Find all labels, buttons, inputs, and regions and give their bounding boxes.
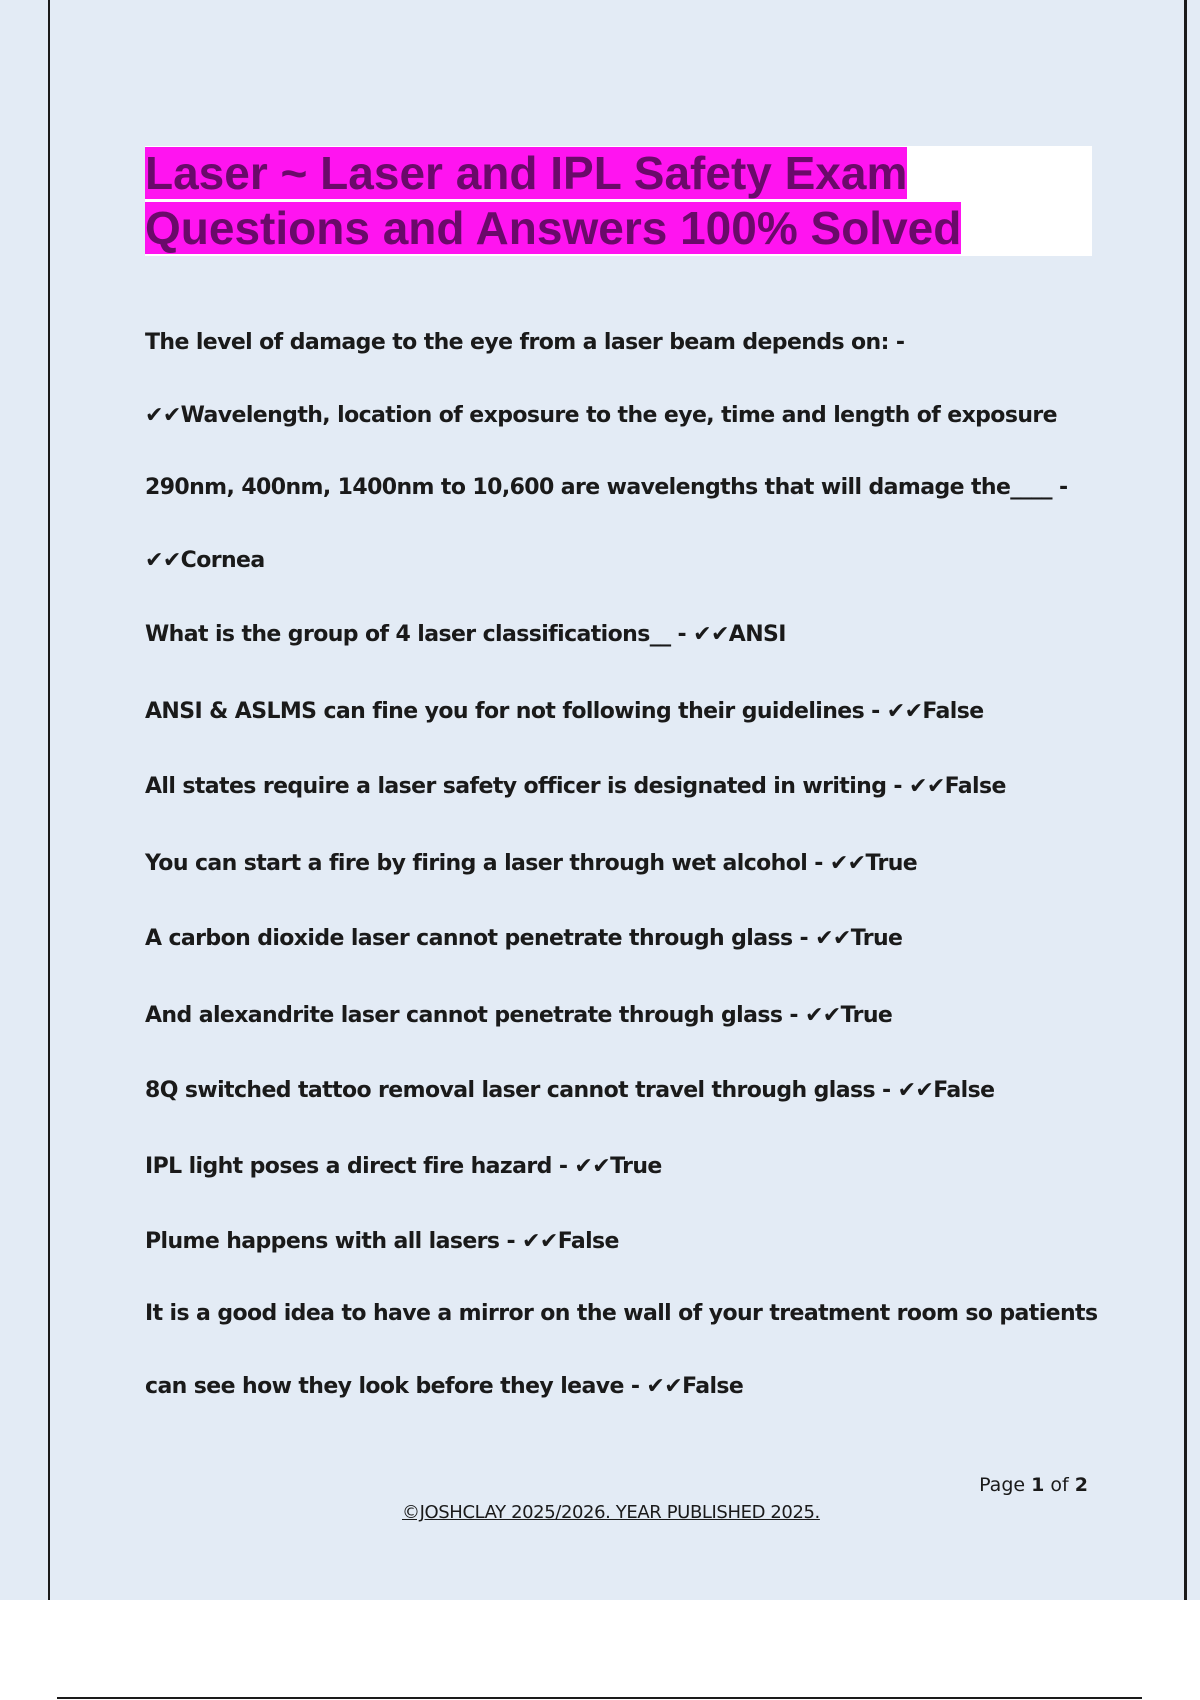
qa-line: And alexandrite laser cannot penetrate through glass - ✔✔True [145, 1003, 893, 1028]
page-current: 1 [1031, 1474, 1045, 1496]
page-label: Page [979, 1474, 1032, 1496]
qa-line: All states require a laser safety officer is designated in writing - ✔✔False [145, 774, 1006, 799]
page-of-label: of [1044, 1474, 1075, 1496]
page-left-border [48, 0, 50, 1600]
qa-line: Plume happens with all lasers - ✔✔False [145, 1229, 619, 1254]
qa-line: IPL light poses a direct fire hazard - ✔✔True [145, 1154, 662, 1179]
copyright-notice: ©JOSHCLAY 2025/2026. YEAR PUBLISHED 2025. [402, 1502, 820, 1523]
qa-line: It is a good idea to have a mirror on the wall of your treatment room so patients [145, 1301, 1098, 1326]
qa-line: ANSI & ASLMS can fine you for not following their guidelines - ✔✔False [145, 699, 984, 724]
qa-line: What is the group of 4 laser classifications__ - ✔✔ANSI [145, 622, 786, 647]
page-total: 2 [1074, 1474, 1088, 1496]
title-line-1: Laser ~ Laser and IPL Safety Exam [145, 147, 908, 199]
qa-line: ✔✔Wavelength, location of exposure to the eye, time and length of exposure [145, 403, 1057, 428]
bottom-rule [57, 1697, 1142, 1699]
qa-line: 290nm, 400nm, 1400nm to 10,600 are wavelengths that will damage the____ - [145, 475, 1068, 500]
qa-line: ✔✔Cornea [145, 548, 265, 573]
title-line-2: Questions and Answers 100% Solved [145, 202, 962, 254]
qa-line: 8Q switched tattoo removal laser cannot travel through glass - ✔✔False [145, 1078, 995, 1103]
qa-line: The level of damage to the eye from a laser beam depends on: - [145, 330, 905, 355]
qa-line: You can start a fire by firing a laser through wet alcohol - ✔✔True [145, 851, 918, 876]
qa-line: A carbon dioxide laser cannot penetrate through glass - ✔✔True [145, 926, 903, 951]
document-title [145, 146, 961, 256]
page-right-border [1184, 0, 1187, 1600]
page-number [979, 1474, 1088, 1496]
qa-line: can see how they look before they leave - ✔✔False [145, 1374, 744, 1399]
